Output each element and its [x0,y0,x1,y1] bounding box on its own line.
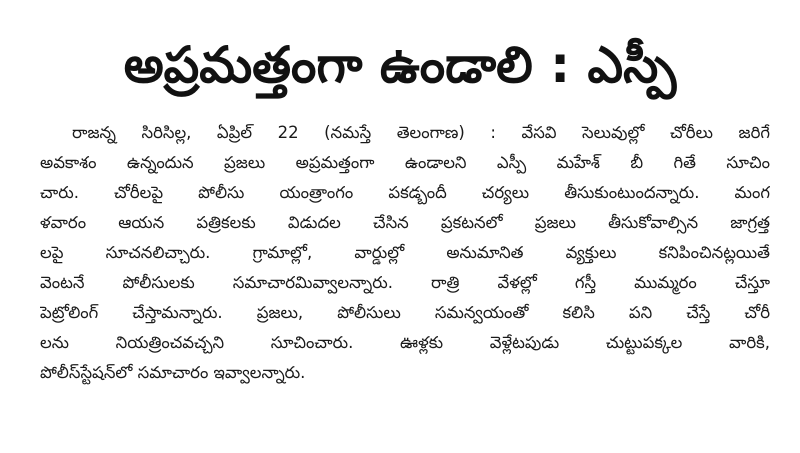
article-line: లపై సూచనలిచ్చారు. గ్రామాల్లో, వార్డుల్లో అనుమానిత వ్యక్తులు కనిపించినట్లయితే [40,243,770,262]
article-line: ళవారం ఆయన పత్రికలకు విడుదల చేసిన ప్రకటనలో ప్రజలు తీసుకోవాల్సిన జాగ్రత్త [40,213,770,232]
article-line: చారు. చోరీలపై పోలీసు యంత్రాంగం పకడ్బందీ చర్యలు తీసుకుంటుందన్నారు. మంగ [40,183,770,202]
article-line: రాజన్న సిరిసిల్ల, ఏప్రిల్ 22 (నమస్తే తెలంగాణ) : వేసవి సెలువుల్లో చోరీలు జరిగే [72,123,770,142]
article-line: లను నియత్రించవచ్చని సూచించారు. ఊళ్లకు వెళ్లేటపుడు చుట్టుపక్కల వారికి, [40,333,770,352]
article-line: అవకాశం ఉన్నందున ప్రజలు అప్రమత్తంగా ఉండాలని ఎస్పీ మహేశ్ బీ గితే సూచిం [40,153,770,172]
article-body [40,118,770,388]
headline: అప్రమత్తంగా ఉండాలి : ఎస్పీ [123,36,677,94]
article-line: పెట్రోలింగ్ చేస్తామన్నారు. ప్రజలు, పోలీసులు సమన్వయంతో కలిసి పని చేస్తే చోరీ [40,303,770,322]
article-line: పోలీస్‌స్టేషన్‌లో సమాచారం ఇవ్వాలన్నారు. [40,363,306,382]
article-line: వెంటనే పోలీసులకు సమాచారమివ్వాలన్నారు. రాత్రి వేళల్లో గస్తీ ముమ్మరం చేస్తూ [40,273,770,292]
